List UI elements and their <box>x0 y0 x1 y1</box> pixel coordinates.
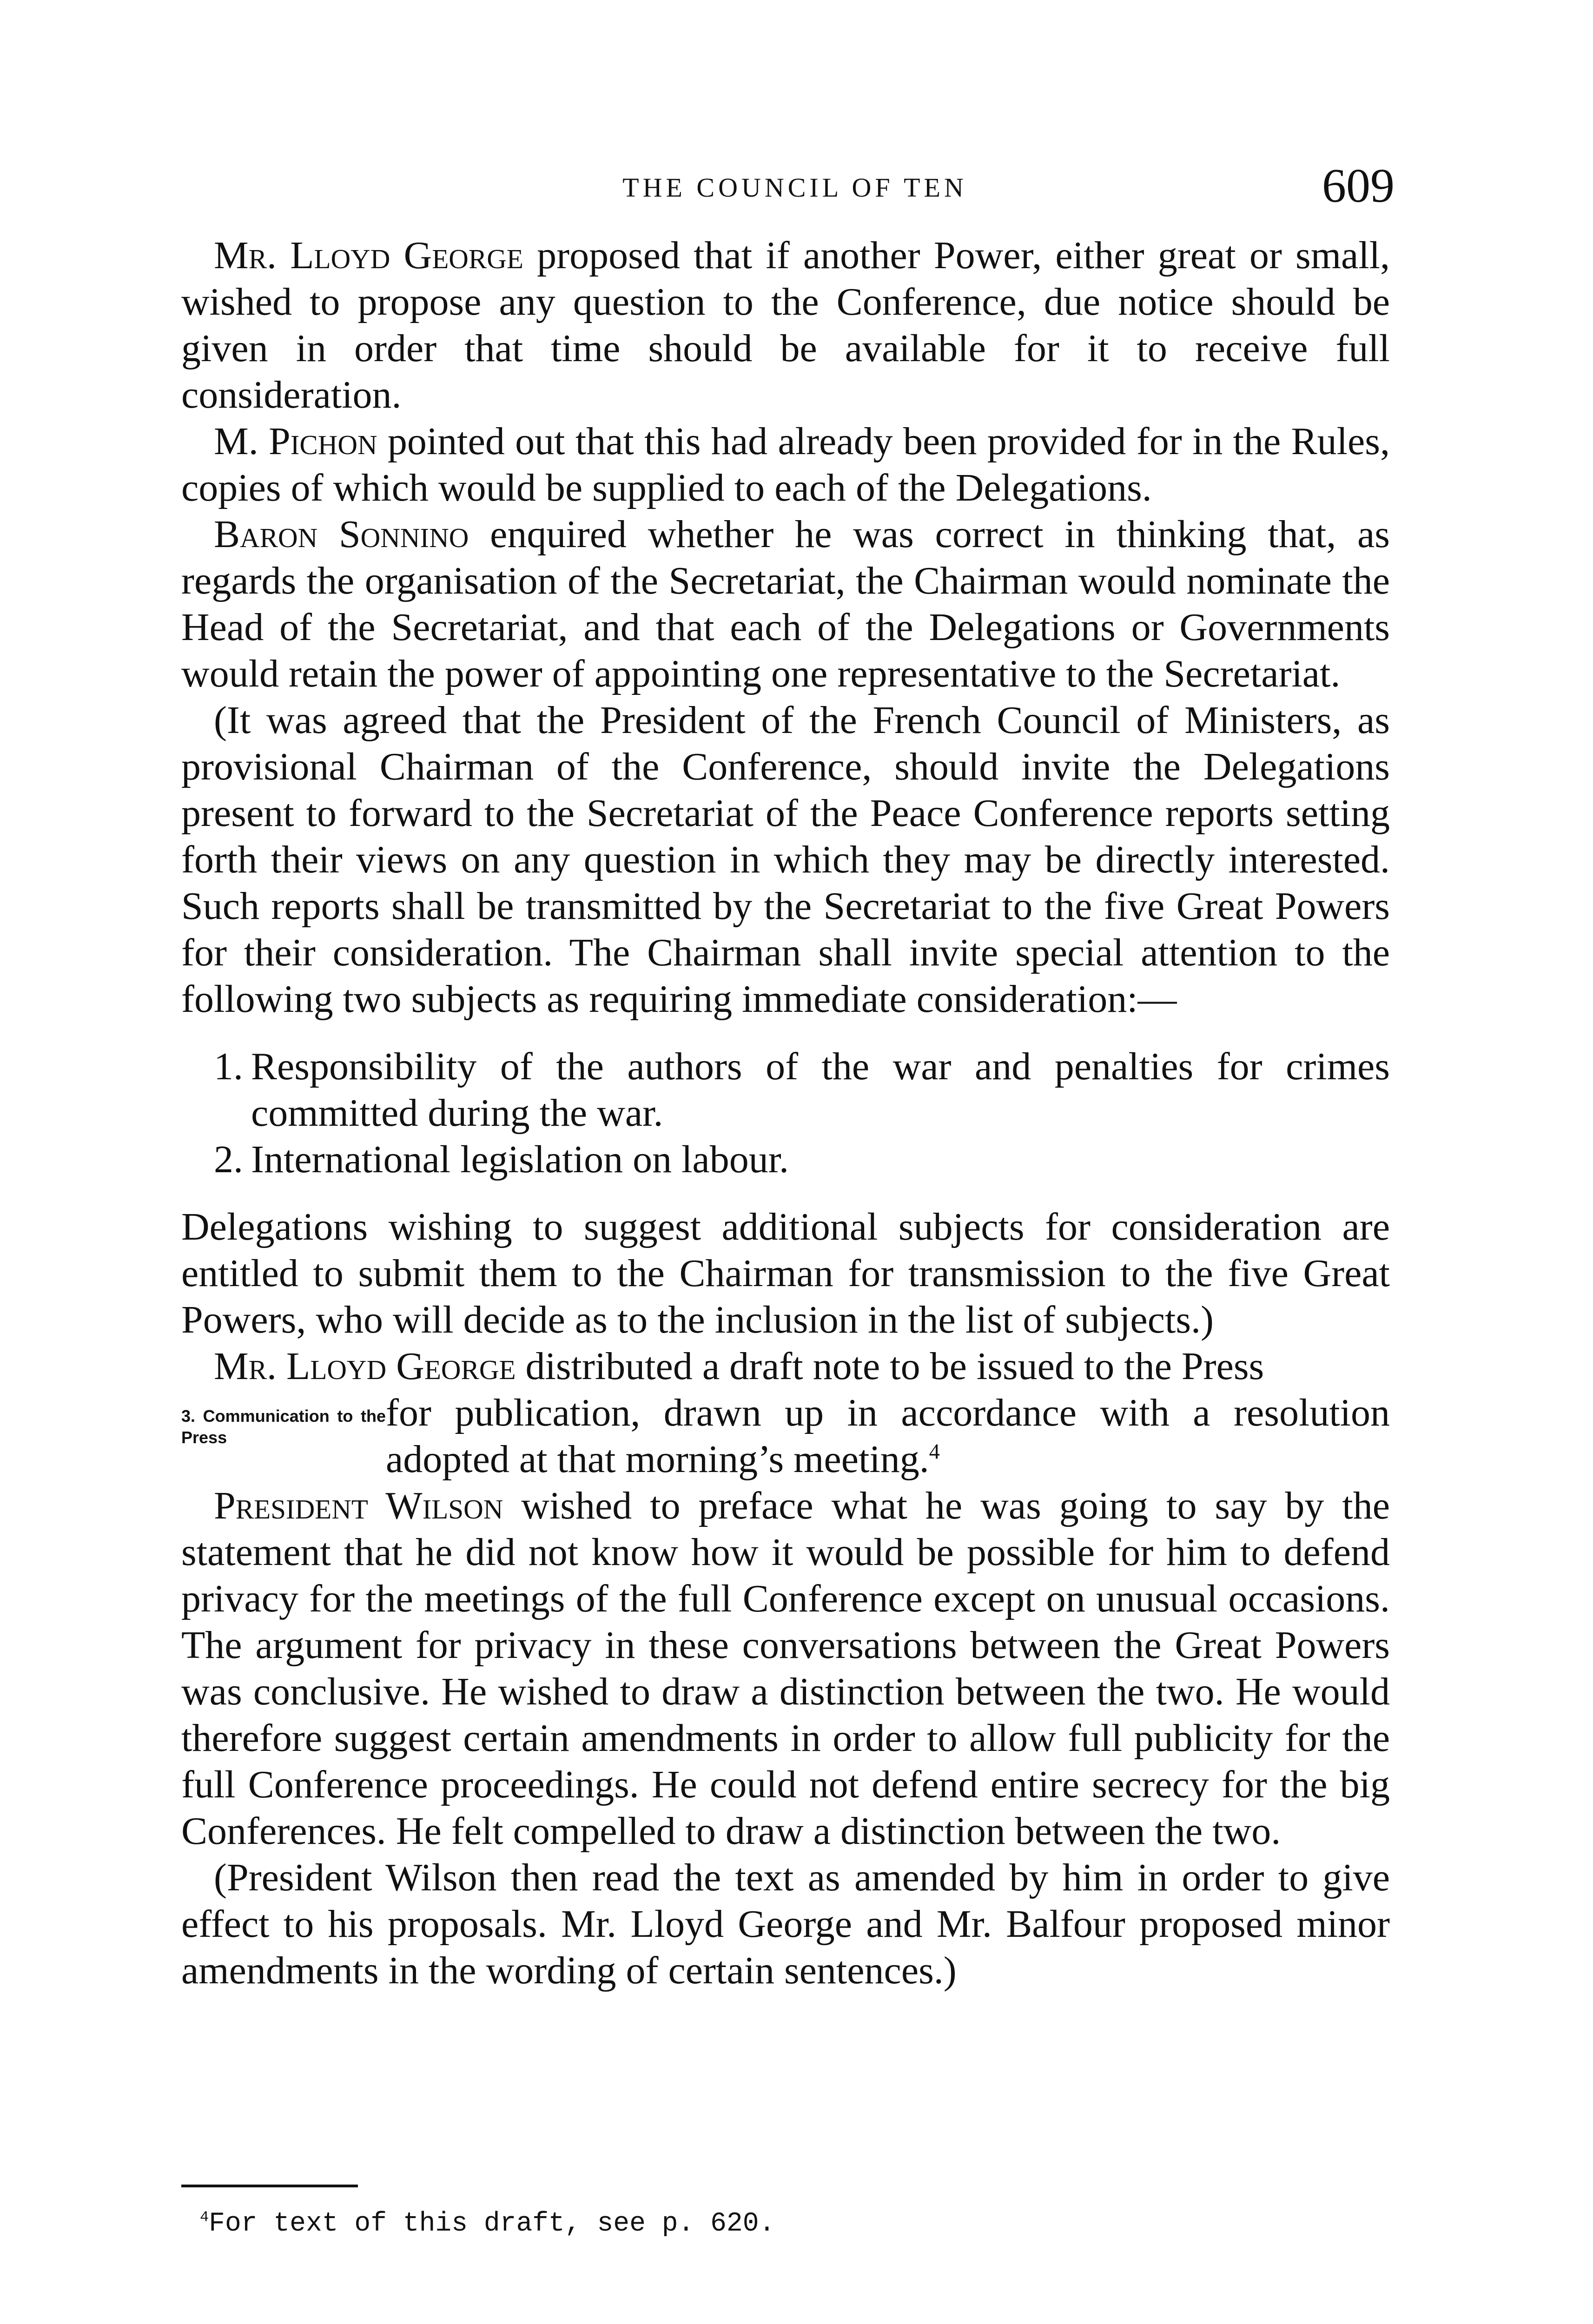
speaker-name: Mr. Lloyd George <box>214 234 523 277</box>
paragraph-text: Delegations wishing to suggest additional subjects for consideration are entitled to submit them to the Chairman for transmission to the five Great Powers, who will decide as to the inclusion in the list of subjects.) <box>181 1205 1390 1341</box>
paragraph-text: distributed a draft note to be issued to the Press <box>516 1345 1264 1388</box>
paragraph-text <box>386 1390 1390 1483</box>
list-item <box>214 1043 1390 1136</box>
footnote-marker: 4 <box>200 2208 209 2226</box>
running-head: THE COUNCIL OF TEN <box>622 172 967 203</box>
footnote-reference[interactable]: 4 <box>929 1439 940 1463</box>
draft-note-block <box>181 1390 1390 1483</box>
paragraph <box>181 418 1390 511</box>
speaker-name: Baron Sonnino <box>214 513 469 556</box>
paragraph-text: pointed out that this had already been provided for in the Rules, copies of which would be supplied to each of the Delegations. <box>181 420 1390 509</box>
list-item-number: 1. <box>214 1045 243 1088</box>
speaker-name: M. Pichon <box>214 420 377 463</box>
page-number: 609 <box>1322 159 1395 212</box>
marginal-heading: 3. Communication to the Press <box>181 1406 386 1447</box>
paragraph <box>181 232 1390 418</box>
list-item-text: International legislation on labour. <box>251 1138 789 1181</box>
subject-list <box>214 1043 1390 1183</box>
paragraph <box>181 1855 1390 1994</box>
page-header <box>195 158 1395 214</box>
paragraph <box>181 697 1390 1023</box>
footnote-divider <box>181 2185 358 2187</box>
paragraph-text: wished to preface what he was going to say by the statement that he did not know how it would be possible for him to defend privacy for the meetings of the full Conference except on unusual occasions. The argument for privacy in these conversations between the Great Powers was conclusive. He wished to draw a distinction between the two. He would therefore suggest certain amendments in order to allow full publicity for the full Conference proceedings. He could not defend entire secrecy for the big Conferences. He felt compelled to draw a distinction between the two. <box>181 1484 1390 1853</box>
speaker-name: Mr. Lloyd George <box>214 1345 516 1388</box>
footnote-text: For text of this draft, see p. 620. <box>209 2209 775 2239</box>
body-text <box>181 232 1390 1994</box>
paragraph <box>181 1483 1390 1855</box>
list-item <box>214 1136 1390 1183</box>
speaker-name: President Wilson <box>214 1484 503 1527</box>
paragraph <box>181 1343 1390 1390</box>
paragraph-text: proposed that if another Power, either great or small, wished to propose any question to the Conference, due notice should be given in order that time should be available for it to receive full consideration. <box>181 234 1390 416</box>
list-item-number: 2. <box>214 1138 243 1181</box>
paragraph-text: enquired whether he was correct in thinking that, as regards the organisation of the Secretariat, the Chairman would nominate the Head of the Secretariat, and that each of the Delegations or Governments would retain the power of appointing one representative to the Secretariat. <box>181 513 1390 695</box>
paragraph-text: (President Wilson then read the text as amended by him in order to give effect to his proposals. Mr. Lloyd George and Mr. Balfour proposed minor amendments in the wording of certain sentences.) <box>181 1856 1390 1992</box>
paragraph-text: (It was agreed that the President of the French Council of Ministers, as provisional Chairman of the Conference, should invite the Delegations present to forward to the Secretariat of the Peace Conference reports setting forth their views on any question in which they may be directly interested. Such reports shall be transmitted by the Secretariat to the five Great Powers for their consideration. The Chairman shall invite special attention to the following two subjects as requiring immediate consideration:— <box>181 699 1390 1021</box>
draft-note-text: for publication, drawn up in accordance with a resolution adopted at that morning’s meeting. <box>386 1391 1390 1481</box>
paragraph <box>181 511 1390 697</box>
paragraph <box>181 1204 1390 1343</box>
footnote <box>200 2208 1130 2240</box>
list-item-text: Responsibility of the authors of the war and penalties for crimes committed during the war. <box>251 1045 1390 1135</box>
